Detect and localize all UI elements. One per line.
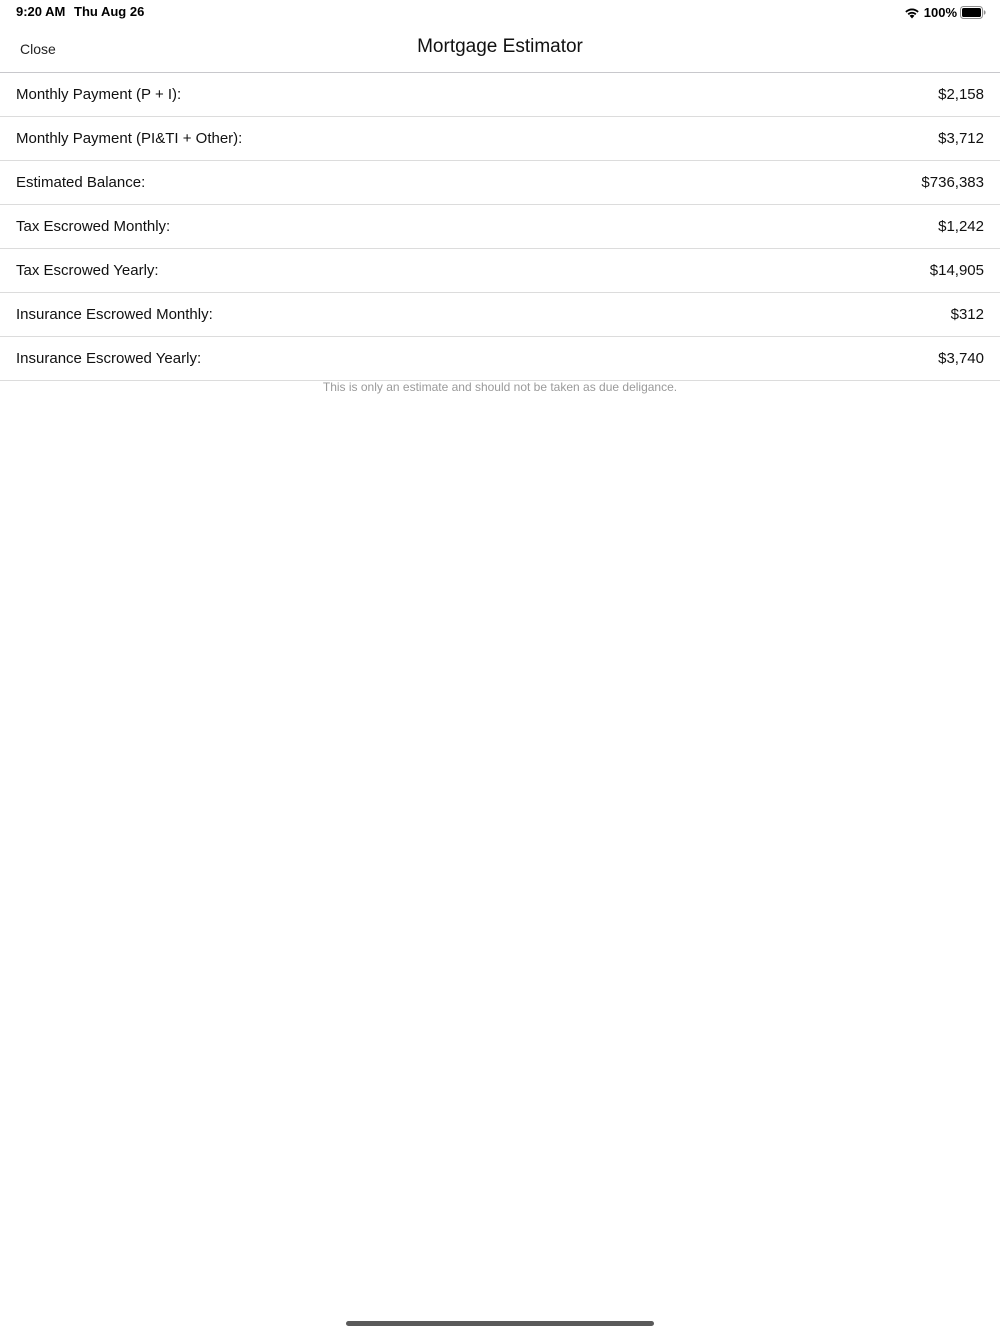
list-item [0,249,1000,293]
status-bar [0,0,1000,24]
list-item [0,293,1000,337]
row-value: $2,158 [938,86,984,103]
list-item [0,205,1000,249]
row-value: $1,242 [938,218,984,235]
page-title: Mortgage Estimator [417,36,583,57]
row-label: Tax Escrowed Yearly: [16,262,159,279]
status-time: 9:20 AM [16,4,66,19]
row-label: Monthly Payment (PI&TI + Other): [16,130,243,147]
row-label: Estimated Balance: [16,174,146,191]
row-label: Insurance Escrowed Yearly: [16,350,202,367]
row-label: Monthly Payment (P + I): [16,86,182,103]
battery-icon [960,6,986,19]
list-item [0,73,1000,117]
close-button[interactable]: Close [20,41,56,57]
row-label: Tax Escrowed Monthly: [16,218,171,235]
status-indicators [904,3,986,21]
navigation-bar [0,24,1000,73]
home-indicator[interactable] [346,1321,654,1326]
status-date: Thu Aug 26 [74,4,145,19]
wifi-icon [904,6,920,19]
row-value: $312 [950,306,984,323]
row-value: $3,740 [938,350,984,367]
battery-percentage: 100% [923,4,957,20]
list-item [0,117,1000,161]
row-value: $3,712 [938,130,984,147]
row-label: Insurance Escrowed Monthly: [16,306,213,323]
estimate-results-list [0,73,1000,381]
row-value: $14,905 [929,262,984,279]
row-value: $736,383 [921,174,984,191]
list-item [0,161,1000,205]
list-item [0,337,1000,381]
disclaimer-text: This is only an estimate and should not be taken as due deligance. [322,380,678,394]
